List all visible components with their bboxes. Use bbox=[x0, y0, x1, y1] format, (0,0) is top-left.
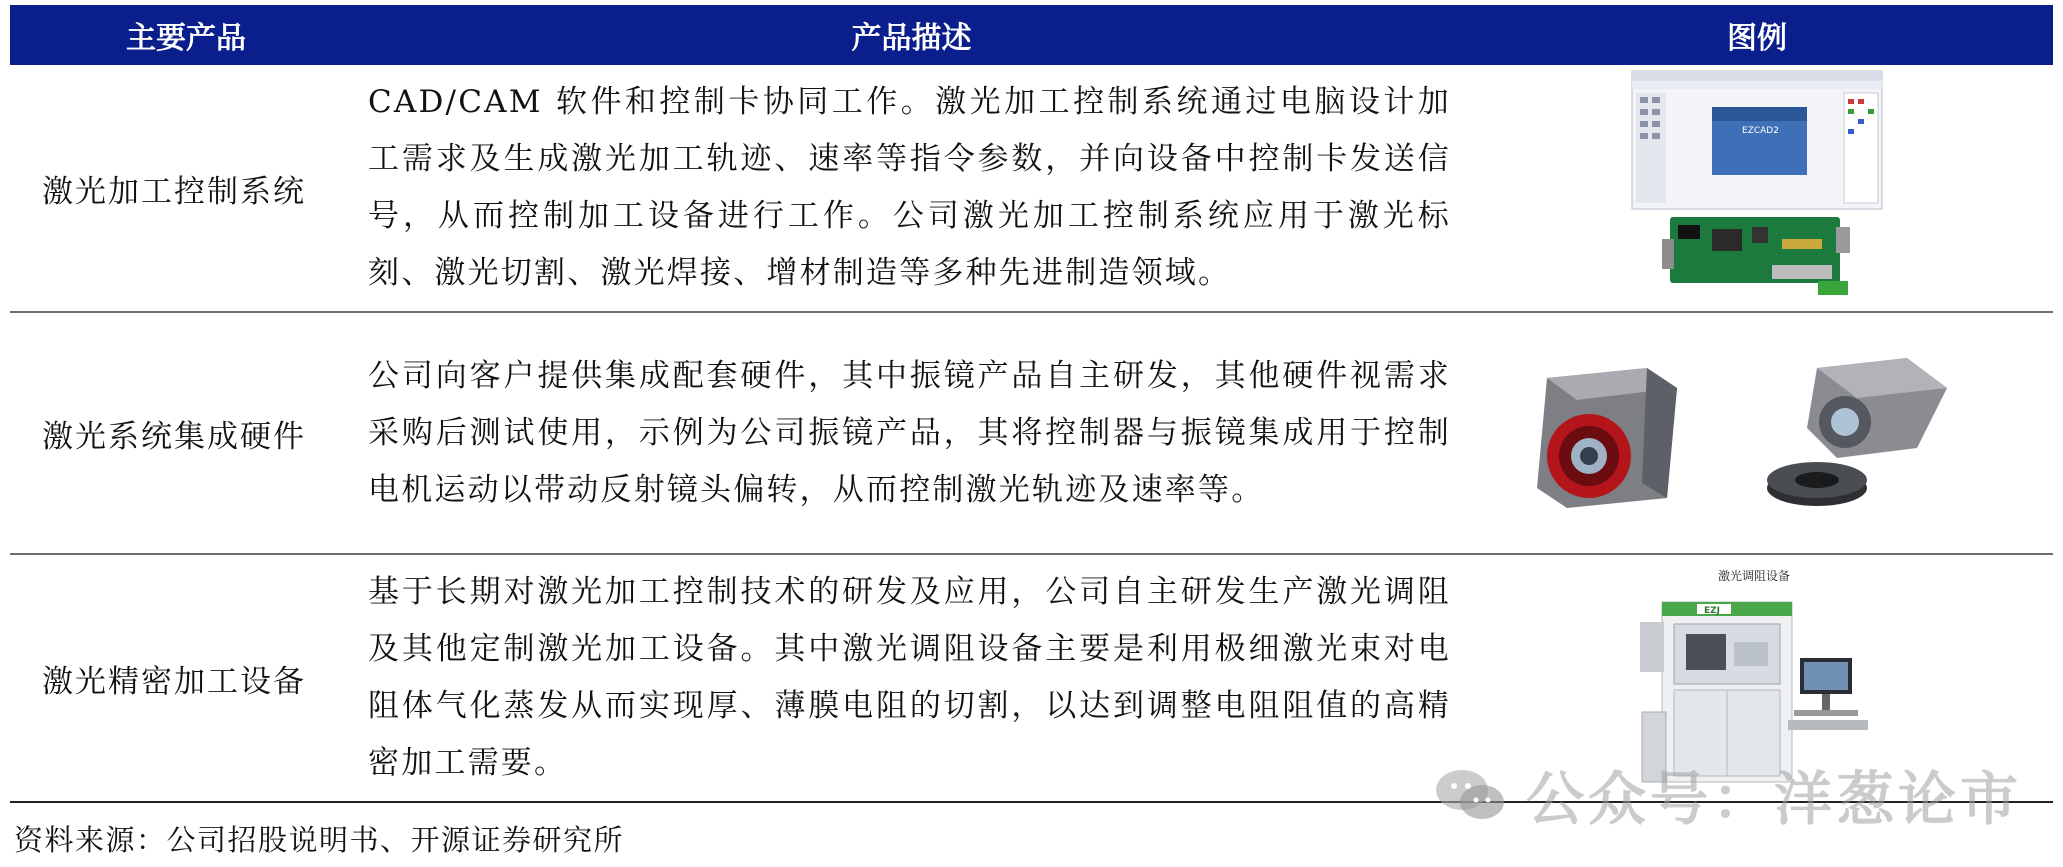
product-name: 激光加工控制系统 bbox=[42, 173, 306, 210]
ezcad-caption: EZCAD2 bbox=[1742, 126, 1779, 136]
product-name: 激光精密加工设备 bbox=[42, 663, 306, 700]
table-row bbox=[10, 65, 2053, 313]
machine-label: EZJ bbox=[1704, 606, 1721, 616]
product-description: 基于长期对激光加工控制技术的研发及应用，公司自主研发生产激光调阻及其他定制激光加工设备。其中激光调阻设备主要是利用极细激光束对电阻体气化蒸发从而实现厚、薄膜电阻的切割，以达到调整电阻阻值的高精密加工需要。 bbox=[368, 574, 1451, 781]
header-description: 产品描述 bbox=[851, 21, 972, 56]
product-description: CAD/CAM 软件和控制卡协同工作。激光加工控制系统通过电脑设计加工需求及生成激光加工轨迹、速率等指令参数，并向设备中控制卡发送信号，从而控制加工设备进行工作。公司激光加工控制系统应用于激光标刻、激光切割、激光焊接、增材制造等多种先进制造领域。 bbox=[368, 84, 1451, 291]
product-name: 激光系统集成硬件 bbox=[42, 418, 306, 455]
galvo-scanner-image bbox=[1477, 348, 2037, 518]
header-product: 主要产品 bbox=[126, 21, 246, 56]
illustration-galvo-hardware bbox=[1461, 313, 2053, 553]
wechat-icon bbox=[1432, 764, 1508, 824]
source-note: 资料来源：公司招股说明书、开源证券研究所 bbox=[14, 823, 625, 857]
product-table bbox=[10, 5, 2053, 803]
machine-caption: 激光调阻设备 bbox=[1718, 569, 1791, 583]
product-description: 公司向客户提供集成配套硬件，其中振镜产品自主研发，其他硬件视需求采购后测试使用，示例为公司振镜产品，其将控制器与振镜集成用于控制电机运动以带动反射镜头偏转，从而控制激光轨迹及速率等。 bbox=[368, 357, 1451, 508]
wechat-watermark bbox=[1432, 752, 2022, 836]
header-illustration: 图例 bbox=[1727, 21, 1787, 56]
illustration-control-system bbox=[1461, 65, 2053, 311]
watermark-text: 公众号：洋葱论市 bbox=[1526, 765, 2023, 833]
table-header bbox=[10, 5, 2053, 65]
table-row bbox=[10, 313, 2053, 555]
software-and-card-image bbox=[1622, 69, 1892, 307]
